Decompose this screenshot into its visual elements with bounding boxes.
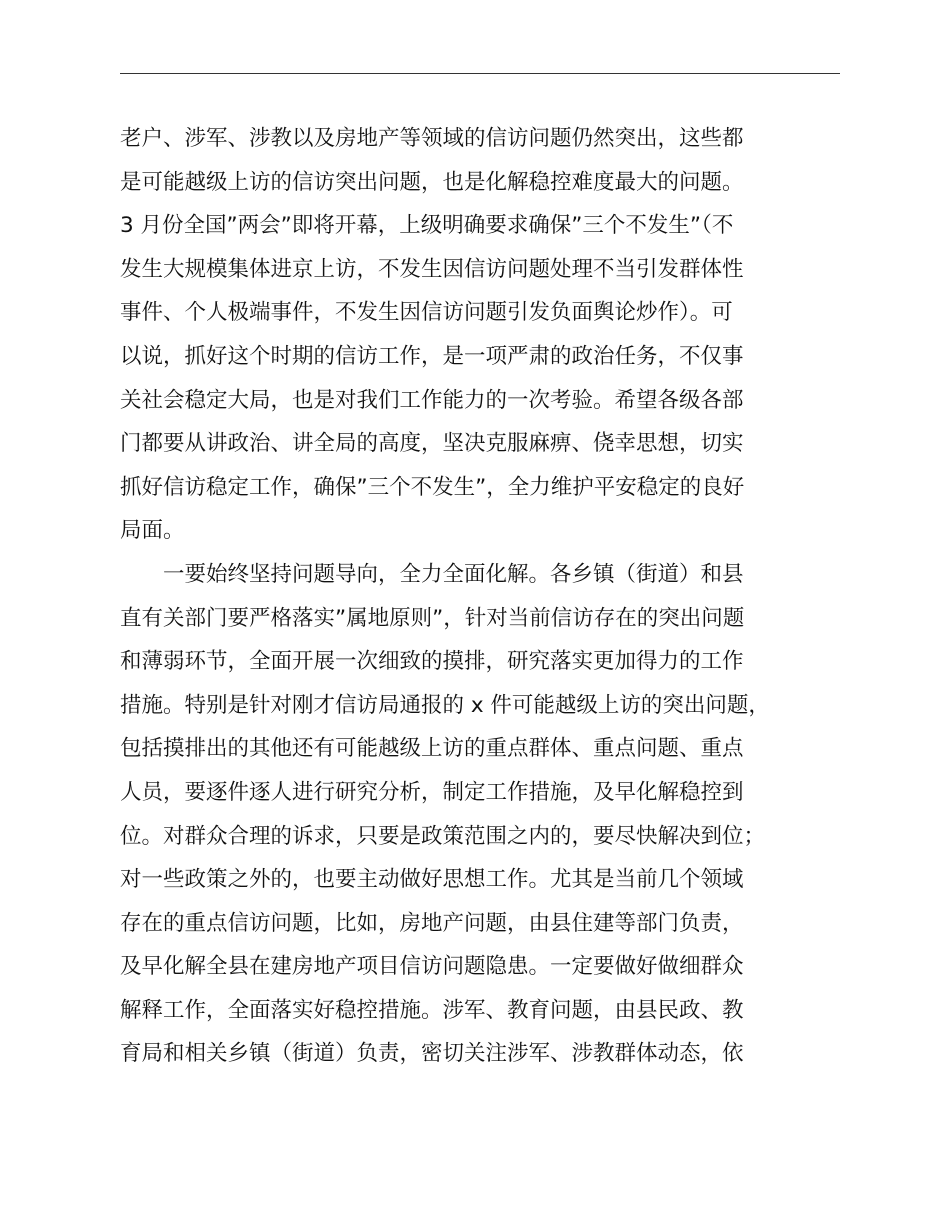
text-line: 包括摸排出的其他还有可能越级上访的重点群体、重点问题、重点 — [120, 736, 744, 762]
text-line: 事件、个人极端事件，不发生因信访问题引发负面舆论炒作）。可 — [120, 300, 733, 326]
text-line: 发生大规模集体进京上访，不发生因信访问题处理不当引发群体性 — [120, 256, 744, 282]
text-line: 直有关部门要严格落实”属地原则”，针对当前信访存在的突出问题 — [120, 605, 745, 631]
text-line: 老户、涉军、涉教以及房地产等领域的信访问题仍然突出，这些都 — [120, 126, 744, 151]
paragraph-1 — [120, 117, 870, 553]
paragraph-2 — [120, 553, 870, 1076]
text-line: 3 月份全国”两会”即将开幕，上级明确要求确保”三个不发生”（不 — [120, 213, 734, 239]
text-line: 门都要从讲政治、讲全局的高度，坚决克服麻痹、侥幸思想，切实 — [120, 431, 744, 457]
text-line: 育局和相关乡镇（街道）负责，密切关注涉军、涉教群体动态，依 — [120, 1041, 744, 1067]
text-line: 及早化解全县在建房地产项目信访问题隐患。一定要做好做细群众 — [120, 954, 744, 980]
text-line: 对一些政策之外的，也要主动做好思想工作。尤其是当前几个领域 — [120, 867, 744, 893]
header-rule — [120, 73, 840, 74]
text-line: 和薄弱环节，全面开展一次细致的摸排，研究落实更加得力的工作 — [120, 649, 744, 675]
text-line: 以说，抓好这个时期的信访工作，是一项严肃的政治任务，不仅事 — [120, 343, 744, 369]
text-line: 位。对群众合理的诉求，只要是政策范围之内的，要尽快解决到位； — [120, 823, 766, 849]
text-line: 一要始终坚持问题导向，全力全面化解。各乡镇（街道）和县 — [120, 561, 744, 587]
text-line: 存在的重点信访问题，比如，房地产问题，由县住建等部门负责， — [120, 910, 744, 936]
body-text — [120, 117, 870, 1076]
text-line: 措施。特别是针对刚才信访局通报的 x 件可能越级上访的突出问题， — [120, 692, 770, 718]
text-line: 解释工作，全面落实好稳控措施。涉军、教育问题，由县民政、教 — [120, 997, 744, 1023]
text-line: 人员，要逐件逐人进行研究分析，制定工作措施，及早化解稳控到 — [120, 779, 744, 805]
text-line: 是可能越级上访的信访突出问题，也是化解稳控难度最大的问题。 — [120, 169, 744, 195]
text-line: 局面。 — [120, 518, 185, 544]
text-line: 关社会稳定大局，也是对我们工作能力的一次考验。希望各级各部 — [120, 387, 744, 413]
text-line: 抓好信访稳定工作，确保”三个不发生”，全力维护平安稳定的良好 — [120, 474, 745, 500]
